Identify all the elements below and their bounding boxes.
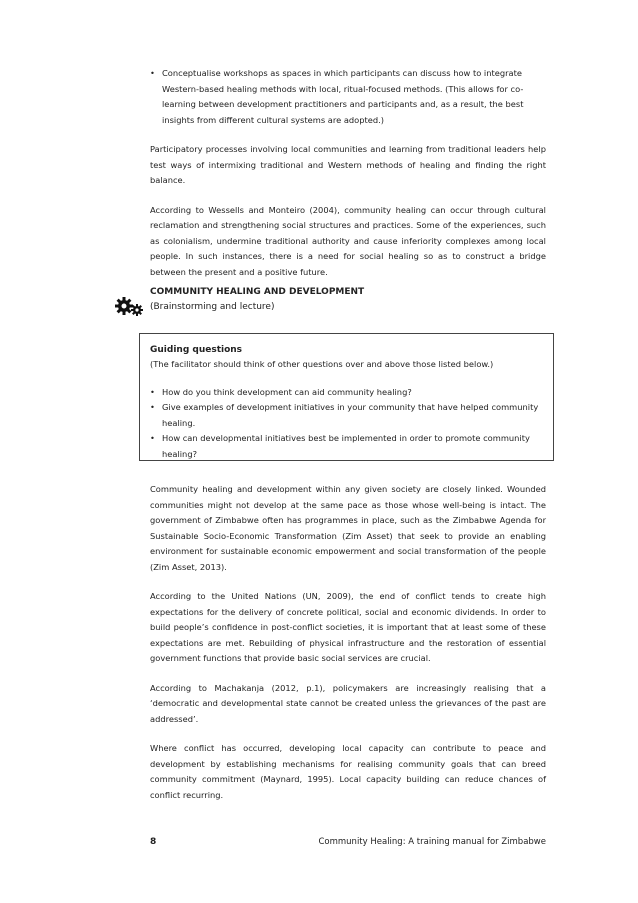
bullet-icon: • xyxy=(150,402,155,412)
guiding-questions-box xyxy=(139,333,554,461)
list-item: • How do you think development can aid community healing? xyxy=(150,385,553,401)
list-item: • Conceptualise workshops as spaces in which participants can discuss how to integrate Western-based healing methods with local, ritual-focused methods. (This allows for co-learning between development practitioners and participants and, as a result, the best insights from different cultural systems are adopted.) xyxy=(150,68,524,125)
paragraph: Participatory processes involving local communities and learning from traditional leaders help test ways of intermixing traditional and Western methods of healing and finding the right balance. xyxy=(150,144,546,185)
box-note: (The facilitator should think of other questions over and above those listed below.) xyxy=(150,359,494,369)
page-number: 8 xyxy=(150,837,157,847)
box-heading: Guiding questions xyxy=(150,345,243,355)
bullet-icon: • xyxy=(150,386,155,397)
list-item: • Give examples of development initiatives in your community that have helped community healing. xyxy=(150,402,539,428)
bullet-icon: • xyxy=(150,433,155,443)
paragraph: According to the United Nations (UN, 2009), the end of conflict tends to create high expectations for the delivery of concrete political, social and economic dividends. In order to build people’s confidence in post-conflict societies, it is important that at least some of these expectations are met. Rebuilding of physical infrastructure and the restoration of essential government functions that provide basic social services are crucial. xyxy=(150,591,546,663)
gears-icon xyxy=(113,296,147,318)
paragraph: According to Machakanja (2012, p.1), policymakers are increasingly realising that a ‘democratic and developmental state cannot be created unless the grievances of the past are addressed’. xyxy=(150,682,546,724)
top-section xyxy=(150,66,546,280)
questions-list xyxy=(150,385,553,463)
list-item: • How can developmental initiatives best be implemented in order to promote community healing? xyxy=(150,433,530,459)
body-section xyxy=(150,482,546,803)
bullet-icon: • xyxy=(150,68,155,78)
top-bullet-list xyxy=(150,66,546,128)
paragraph: Community healing and development within any given society are closely linked. Wounded communities might not develop at the same pace as those whose well-being is intact. The government of Zimbabwe often has programmes in place, such as the Zimbabwe Agenda for Sustainable Socio-Economic Transformation (Zim Asset) that seek to provide an enabling environment for sustainable economic empowerment and social transformation of the people (Zim Asset, 2013). xyxy=(150,484,546,572)
section-subtitle: (Brainstorming and lecture) xyxy=(150,302,275,312)
paragraph: Where conflict has occurred, developing local capacity can contribute to peace and development by establishing mechanisms for realising community goals that can breed community commitment (Maynard, 1995). Local capacity building can reduce chances of conflict recurring. xyxy=(150,743,546,800)
paragraph: According to Wessells and Monteiro (2004), community healing can occur through cultural reclamation and strengthening social structures and practices. Some of the experiences, such as colonialism, undermine traditional authority and cause inferiority complexes among local people. In such instances, there is a need for social healing so as to construct a bridge between the present and a positive future. xyxy=(150,204,546,277)
section-title: COMMUNITY HEALING AND DEVELOPMENT xyxy=(150,287,365,297)
running-footer-title: Community Healing: A training manual for Zimbabwe xyxy=(318,837,546,847)
section-header xyxy=(150,285,530,315)
